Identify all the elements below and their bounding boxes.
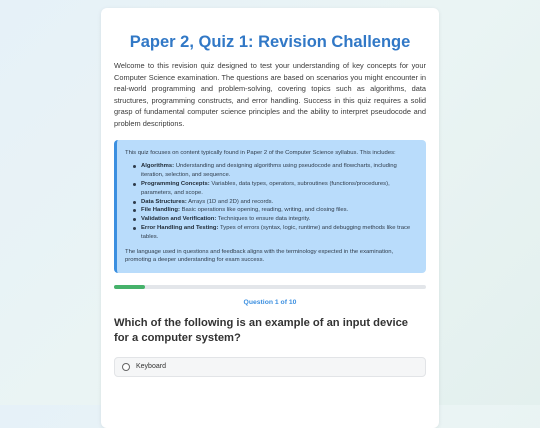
topic-item [141,180,417,198]
intro-text: Welcome to this revision quiz designed to test your understanding of key concepts for your Computer Science examination. The questions are based on scenarios you might encounter in real-world programming and problem-solving, covering topics such as algorithms, data structures, programming constructs, and error handling. Success in this quiz requires a solid grasp of fundamental computer science principles and the ability to interpret pseudocode and problem descriptions. [114,61,426,128]
topic-desc: Variables, data types, operators, subroutines (functions/procedures), parameters, and scope. [141,180,390,196]
info-footer: The language used in questions and feedback aligns with the terminology expected in the examination, promoting a deeper understanding for exam success. [125,248,394,264]
syllabus-info-box [114,140,426,274]
progress-bar [114,285,426,289]
option-label: Keyboard [136,363,166,371]
topic-desc: Types of errors (syntax, logic, runtime) and debugging methods like trace tables. [141,224,411,240]
topic-term: Data Structures: [141,198,187,205]
quiz-card [101,8,439,428]
answer-option-keyboard[interactable] [114,357,426,377]
topic-desc: Techniques to ensure data integrity. [216,216,311,223]
topic-item [141,215,417,224]
page-title: Paper 2, Quiz 1: Revision Challenge [129,33,411,51]
question-counter: Question 1 of 10 [243,299,297,307]
topic-term: Error Handling and Testing: [141,224,219,231]
topic-desc: Arrays (1D and 2D) and records. [186,198,274,205]
topic-item [141,162,417,180]
topic-term: Algorithms: [141,163,175,170]
topic-item [141,198,417,207]
topic-list [125,162,417,241]
topic-term: Programming Concepts: [141,180,210,187]
topic-desc: Basic operations like opening, reading, writing, and closing files. [179,207,349,214]
info-lead: This quiz focuses on content typically found in Paper 2 of the Computer Science syllabus. This includes: [125,149,396,156]
topic-desc: Understanding and designing algorithms using pseudocode and flowcharts, including iteration, selection, and sequence. [141,163,397,179]
topic-term: Validation and Verification: [141,216,217,223]
progress-fill [114,285,145,289]
topic-term: File Handling: [141,207,180,214]
question-text: Which of the following is an example of an input device for a computer system? [114,317,409,345]
topic-item [141,224,417,242]
topic-item [141,206,417,215]
radio-button[interactable] [122,363,130,371]
